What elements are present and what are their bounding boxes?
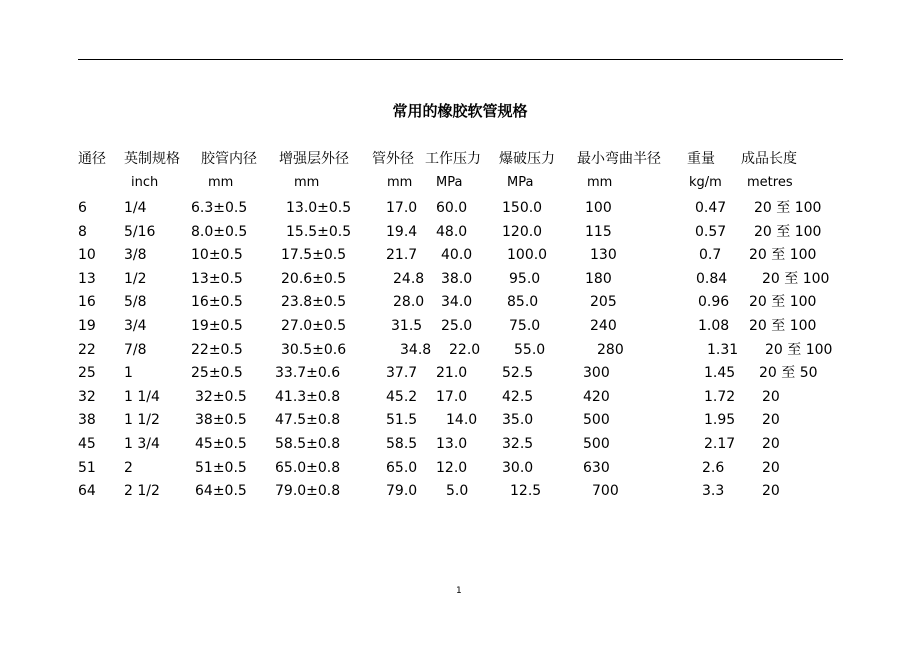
header-length: 成品长度 [741,151,797,167]
cell-weight: 1.31 [707,342,739,358]
cell-reinforcement-od: 15.5±0.5 [286,224,352,240]
cell-length: 20 至 100 [754,224,822,240]
cell-outer-diameter: 28.0 [393,294,425,310]
cell-reinforcement-od: 13.0±0.5 [286,200,352,216]
cell-bore: 8 [78,224,87,240]
cell-burst-pressure: 120.0 [502,224,543,240]
cell-burst-pressure: 35.0 [502,412,534,428]
cell-outer-diameter: 31.5 [391,318,423,334]
header-imperial-size: 英制规格 [124,151,180,167]
header-weight: 重量 [687,151,715,167]
cell-burst-pressure: 12.5 [510,483,542,499]
cell-burst-pressure: 52.5 [502,365,534,381]
cell-min-bend-radius: 115 [585,224,612,240]
cell-burst-pressure: 42.5 [502,389,534,405]
cell-working-pressure: 38.0 [441,271,473,287]
cell-length: 20 至 100 [749,247,817,263]
unit-inner-diameter: mm [208,175,234,190]
cell-reinforcement-od: 41.3±0.8 [275,389,341,405]
document-title: 常用的橡胶软管规格 [392,102,528,120]
cell-burst-pressure: 95.0 [509,271,541,287]
cell-length: 20 [762,389,780,405]
cell-min-bend-radius: 240 [590,318,617,334]
header-bore: 通径 [78,151,106,167]
cell-outer-diameter: 51.5 [386,412,418,428]
cell-inner-diameter: 38±0.5 [195,412,247,428]
cell-inner-diameter: 45±0.5 [195,436,247,452]
cell-imperial-size: 2 [124,460,133,476]
cell-min-bend-radius: 280 [597,342,624,358]
cell-inner-diameter: 10±0.5 [191,247,243,263]
cell-imperial-size: 7/8 [124,342,147,358]
cell-imperial-size: 1 1/4 [124,389,160,405]
cell-bore: 22 [78,342,96,358]
cell-inner-diameter: 13±0.5 [191,271,243,287]
cell-working-pressure: 13.0 [436,436,468,452]
cell-bore: 16 [78,294,96,310]
cell-burst-pressure: 100.0 [507,247,548,263]
cell-imperial-size: 1/2 [124,271,147,287]
cell-weight: 1.45 [704,365,736,381]
cell-weight: 2.6 [702,460,725,476]
cell-burst-pressure: 32.5 [502,436,534,452]
cell-min-bend-radius: 300 [583,365,610,381]
cell-weight: 0.7 [699,247,722,263]
page-number: 1 [456,586,462,596]
cell-inner-diameter: 6.3±0.5 [191,200,248,216]
cell-working-pressure: 22.0 [449,342,481,358]
cell-inner-diameter: 25±0.5 [191,365,243,381]
cell-imperial-size: 3/8 [124,247,147,263]
cell-reinforcement-od: 33.7±0.6 [275,365,341,381]
cell-length: 20 [762,483,780,499]
cell-burst-pressure: 30.0 [502,460,534,476]
cell-length: 20 至 100 [762,271,830,287]
header-inner-diameter: 胶管内径 [201,151,257,167]
cell-outer-diameter: 79.0 [386,483,418,499]
cell-imperial-size: 3/4 [124,318,147,334]
header-outer-diameter: 管外径 [372,151,414,167]
cell-inner-diameter: 16±0.5 [191,294,243,310]
cell-inner-diameter: 22±0.5 [191,342,243,358]
cell-bore: 25 [78,365,96,381]
header-working-pressure: 工作压力 [425,151,481,167]
cell-working-pressure: 5.0 [446,483,469,499]
cell-inner-diameter: 8.0±0.5 [191,224,248,240]
cell-weight: 2.17 [704,436,736,452]
header-burst-pressure: 爆破压力 [499,151,555,167]
cell-weight: 3.3 [702,483,725,499]
cell-min-bend-radius: 500 [583,436,610,452]
cell-min-bend-radius: 500 [583,412,610,428]
cell-reinforcement-od: 30.5±0.6 [281,342,347,358]
cell-weight: 0.84 [696,271,728,287]
cell-inner-diameter: 19±0.5 [191,318,243,334]
cell-imperial-size: 2 1/2 [124,483,160,499]
cell-outer-diameter: 58.5 [386,436,418,452]
cell-length: 20 [762,460,780,476]
cell-length: 20 至 50 [759,365,818,381]
cell-working-pressure: 14.0 [446,412,478,428]
cell-weight: 1.72 [704,389,736,405]
cell-inner-diameter: 51±0.5 [195,460,247,476]
cell-imperial-size: 1 3/4 [124,436,160,452]
unit-weight: kg/m [689,175,722,190]
cell-burst-pressure: 150.0 [502,200,543,216]
cell-weight: 1.08 [698,318,730,334]
unit-length: metres [747,175,793,190]
unit-imperial-size: inch [131,175,159,190]
cell-weight: 0.96 [698,294,730,310]
cell-working-pressure: 12.0 [436,460,468,476]
cell-imperial-size: 5/16 [124,224,156,240]
cell-length: 20 至 100 [749,318,817,334]
cell-imperial-size: 1/4 [124,200,147,216]
cell-burst-pressure: 85.0 [507,294,539,310]
cell-imperial-size: 1 [124,365,133,381]
cell-weight: 1.95 [704,412,736,428]
cell-imperial-size: 1 1/2 [124,412,160,428]
cell-min-bend-radius: 205 [590,294,617,310]
unit-min-bend-radius: mm [587,175,613,190]
cell-working-pressure: 60.0 [436,200,468,216]
cell-reinforcement-od: 23.8±0.5 [281,294,347,310]
cell-outer-diameter: 65.0 [386,460,418,476]
cell-inner-diameter: 32±0.5 [195,389,247,405]
cell-bore: 19 [78,318,96,334]
unit-outer-diameter: mm [387,175,413,190]
cell-length: 20 至 100 [765,342,833,358]
cell-reinforcement-od: 47.5±0.8 [275,412,341,428]
cell-min-bend-radius: 180 [585,271,612,287]
cell-weight: 0.47 [695,200,727,216]
unit-burst-pressure: MPa [507,175,534,190]
cell-length: 20 [762,412,780,428]
cell-bore: 6 [78,200,87,216]
cell-reinforcement-od: 58.5±0.8 [275,436,341,452]
cell-length: 20 至 100 [749,294,817,310]
cell-reinforcement-od: 20.6±0.5 [281,271,347,287]
cell-working-pressure: 25.0 [441,318,473,334]
cell-min-bend-radius: 100 [585,200,612,216]
cell-burst-pressure: 75.0 [509,318,541,334]
cell-outer-diameter: 34.8 [400,342,432,358]
cell-imperial-size: 5/8 [124,294,147,310]
cell-outer-diameter: 37.7 [386,365,418,381]
cell-bore: 45 [78,436,96,452]
cell-min-bend-radius: 420 [583,389,610,405]
cell-outer-diameter: 21.7 [386,247,418,263]
cell-working-pressure: 48.0 [436,224,468,240]
cell-working-pressure: 21.0 [436,365,468,381]
cell-outer-diameter: 17.0 [386,200,418,216]
cell-reinforcement-od: 65.0±0.8 [275,460,341,476]
cell-length: 20 [762,436,780,452]
header-min-bend-radius: 最小弯曲半径 [577,151,661,167]
header-reinforcement-od: 增强层外径 [279,151,349,167]
cell-burst-pressure: 55.0 [514,342,546,358]
cell-outer-diameter: 19.4 [386,224,418,240]
cell-reinforcement-od: 27.0±0.5 [281,318,347,334]
cell-outer-diameter: 45.2 [386,389,418,405]
cell-length: 20 至 100 [754,200,822,216]
cell-reinforcement-od: 79.0±0.8 [275,483,341,499]
cell-working-pressure: 17.0 [436,389,468,405]
cell-working-pressure: 34.0 [441,294,473,310]
cell-bore: 13 [78,271,96,287]
cell-weight: 0.57 [695,224,727,240]
cell-bore: 32 [78,389,96,405]
cell-min-bend-radius: 700 [592,483,619,499]
header-rule [78,59,843,60]
cell-inner-diameter: 64±0.5 [195,483,247,499]
cell-working-pressure: 40.0 [441,247,473,263]
cell-bore: 38 [78,412,96,428]
unit-working-pressure: MPa [436,175,463,190]
cell-outer-diameter: 24.8 [393,271,425,287]
cell-bore: 51 [78,460,96,476]
cell-min-bend-radius: 130 [590,247,617,263]
cell-bore: 10 [78,247,96,263]
cell-bore: 64 [78,483,96,499]
cell-min-bend-radius: 630 [583,460,610,476]
unit-reinforcement-od: mm [294,175,320,190]
cell-reinforcement-od: 17.5±0.5 [281,247,347,263]
